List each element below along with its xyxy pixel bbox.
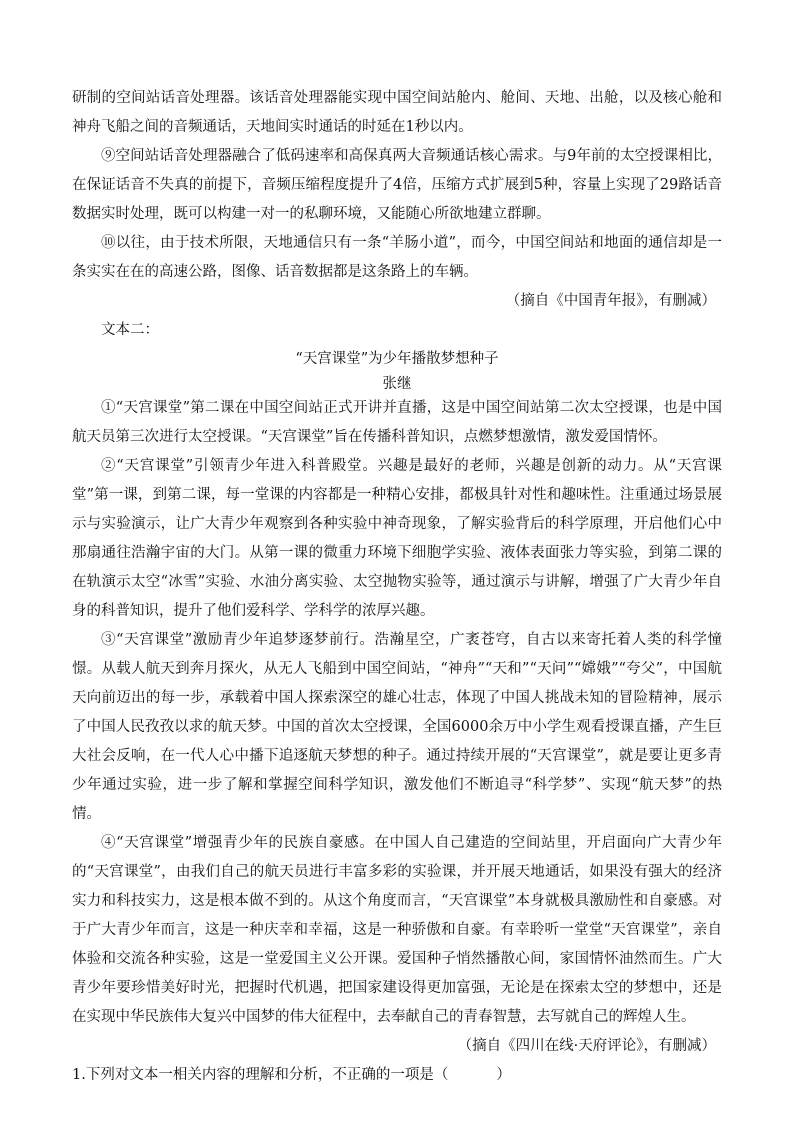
text1-source: （摘自《中国青年报》，有删减） xyxy=(505,293,716,309)
text2-paragraph-4: ④“天宫课堂”增强青少年的民族自豪感。在中国人自己建造的空间站里，开启面向广大青少年的“天宫课堂”，由我们自己的航天员进行丰富多彩的实验课，并开展天地通话，如果没有强大的经济实力和科技实力，这是根本做不到的。从这个角度而言，“天宫课堂”本身就极具激励性和自豪感。对于广大青少年而言，这是一种庆幸和幸福，这是一种骄傲和自豪。有幸聆听一堂堂“天宫课堂”，亲自体验和交流各种实验，这是一堂爱国主义公开课。爱国种子悄然播散心间，家国情怀油然而生。广大青少年要珍惜美好时光，把握时代机遇，把国家建设得更加富强，无论是在探索太空的梦想中，还是在实现中华民族伟大复兴中国梦的伟大征程中，去奉献自己的青春智慧，去写就自己的辉煌人生。 xyxy=(72,835,722,1025)
question-1 xyxy=(72,1061,722,1090)
text2-paragraph-2: ②“天宫课堂”引领青少年进入科普殿堂。兴趣是最好的老师，兴趣是创新的动力。从“天宫课堂”第一课，到第二课，每一堂课的内容都是一种精心安排，都极具针对性和趣味性。注重通过场景展示与实验演示，让广大青少年观察到各种实验中神奇现象，了解实验背后的科学原理，开启他们心中那扇通往浩瀚宇宙的大门。从第一课的微重力环境下细胞学实验、液体表面张力等实验，到第二课的在轨演示太空“冰雪”实验、水油分离实验、太空抛物实验等，通过演示与讲解，增强了广大青少年自身的科普知识，提升了他们爱科学、学科学的浓厚兴趣。 xyxy=(72,458,722,619)
text1-continuation-paragraph: 研制的空间站话音处理器。该话音处理器能实现中国空间站舱内、舱间、天地、出舱，以及核心舱和神舟飞船之间的音频通话，天地间实时通话的时延在1秒以内。 xyxy=(72,90,722,135)
text2-paragraph-3: ③“天宫课堂”激励青少年追梦逐梦前行。浩瀚星空，广袤苍穹，自古以来寄托着人类的科学憧憬。从载人航天到奔月探火，从无人飞船到中国空间站，“神舟”“天和”“天问”“嫦娥”“夸父”，中国航天向前迈出的每一步，承载着中国人探索深空的雄心壮志，体现了中国人挑战未知的冒险精神，展示了中国人民孜孜以求的航天梦。中国的首次太空授课，全国6000余万中小学生观看授课直播，产生巨大社会反响，在一代人心中播下追逐航天梦想的种子。通过持续开展的“天宫课堂”，就是要让更多青少年通过实验，进一步了解和掌握空间科学知识，激发他们不断追寻“科学梦”、实现“航天梦”的热情。 xyxy=(72,632,722,822)
question-1-stem: 1.下列对文本一相关内容的理解和分析，不正确的一项是（ xyxy=(72,1067,449,1083)
text2-label: 文本二： xyxy=(101,322,159,338)
article-title: “天宫课堂”为少年播散梦想种子 xyxy=(295,351,499,367)
document-page xyxy=(72,84,722,1090)
text2-source: （摘自《四川在线·天府评论》，有删减） xyxy=(457,1038,716,1054)
question-1-close: ） xyxy=(496,1067,511,1083)
article-author: 张继 xyxy=(382,376,412,392)
text1-paragraph-10: ⑩以往，由于技术所限，天地通信只有一条“羊肠小道”，而今，中国空间站和地面的通信却是一条实实在在的高速公路，图像、话音数据都是这条路上的车辆。 xyxy=(72,235,722,280)
text2-paragraph-1: ①“天宫课堂”第二课在中国空间站正式开讲并直播，这是中国空间站第二次太空授课，也是中国航天员第三次进行太空授课。“天宫课堂”旨在传播科普知识，点燃梦想激情，激发爱国情怀。 xyxy=(72,400,722,445)
text1-paragraph-9: ⑨空间站话音处理器融合了低码速率和高保真两大音频通话核心需求。与9年前的太空授课相比，在保证话音不失真的前提下，音频压缩程度提升了4倍，压缩方式扩展到5种，容量上实现了29路话音数据实时处理，既可以构建一对一的私聊环境，又能随心所欲地建立群聊。 xyxy=(72,148,722,222)
